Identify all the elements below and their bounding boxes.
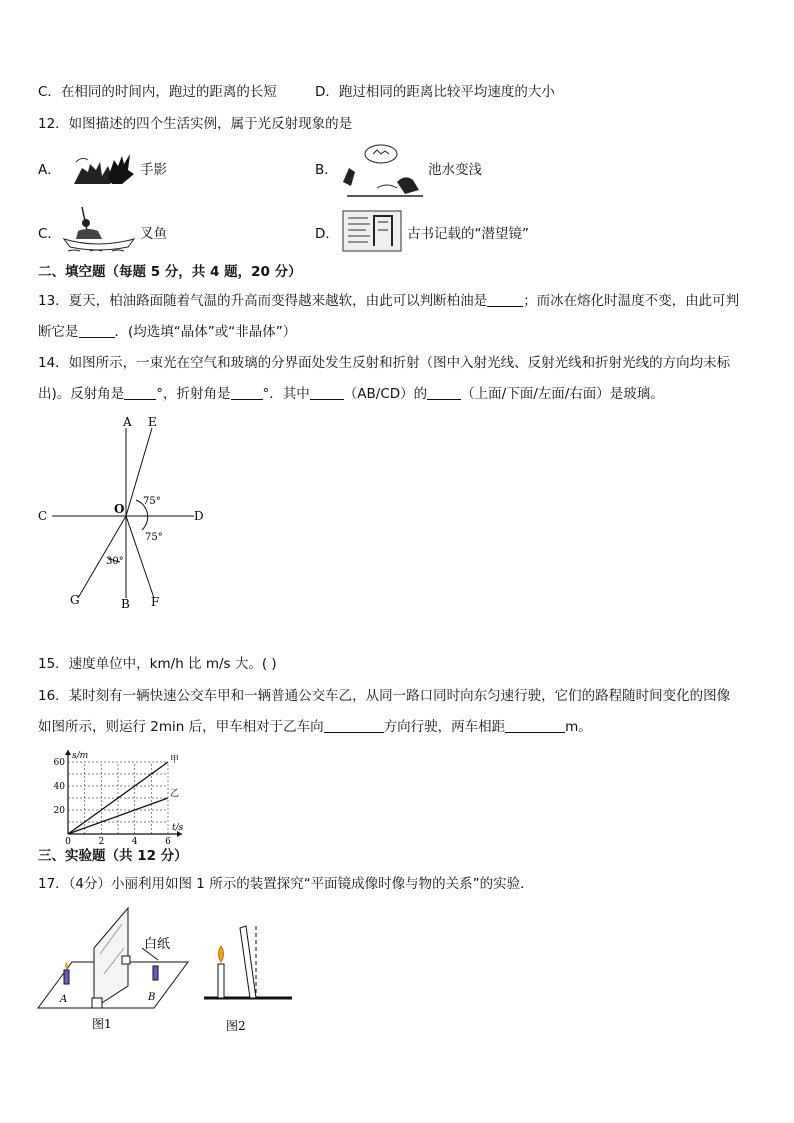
label-angle-30: 30°: [106, 556, 124, 567]
q14-blank-refraction-angle[interactable]: [231, 385, 263, 400]
q13-text-1b: ；而冰在熔化时温度不变，由此可判: [523, 293, 740, 309]
y-axis-label: s/m: [72, 751, 89, 761]
q13-line-1: [38, 291, 739, 311]
q16-text-3: m。: [565, 719, 592, 735]
ray-of: [126, 516, 154, 598]
label-g: G: [70, 593, 80, 607]
figure-2-side-view: [200, 920, 296, 1032]
y-tick-label: 40: [53, 782, 65, 792]
q14-text-5: （上面/下面/左面/右面）是玻璃。: [461, 386, 664, 402]
tilted-glass-plate: [240, 926, 256, 998]
plate-clip-back: [122, 956, 130, 964]
q12-option-c-text: 叉鱼: [140, 226, 167, 242]
section-3-heading: 三、实验题（共 12 分）: [38, 848, 188, 864]
series-label-1: 甲: [170, 755, 180, 765]
q15-text: 15．速度单位中，km/h 比 m/s 大。( ): [38, 656, 277, 672]
label-a: A: [123, 415, 132, 429]
label-angle-75-upper: 75°: [143, 496, 161, 507]
x-tick-label: 6: [165, 837, 171, 846]
q13-blank-1[interactable]: [487, 292, 523, 307]
q16-line-1: 16．某时刻有一辆快速公交车甲和一辆普通公交车乙，从同一路口同时向东匀速行驶，它们的路程随时间变化的图像: [38, 688, 731, 704]
q12-stem: 12．如图描述的四个生活实例，属于光反射现象的是: [38, 116, 353, 132]
distance-time-chart: [44, 746, 194, 846]
candle-a: [64, 970, 69, 984]
q14-blank-reflection-angle[interactable]: [124, 385, 156, 400]
spear-fishing-image: [60, 205, 136, 255]
series-label-2: 乙: [170, 789, 180, 799]
q14-line-2: [38, 384, 664, 404]
figure-2-caption: 图2: [226, 1019, 246, 1032]
q16-blank-distance[interactable]: [505, 718, 565, 733]
q16-line-2: [38, 717, 592, 737]
q16-text-2: 方向行驶，两车相距: [383, 719, 506, 735]
q14-text-1: 出)。反射角是: [38, 386, 125, 402]
q12-option-b-text: 池水变浅: [428, 162, 482, 178]
q12-option-d-text: 古书记载的“潜望镜”: [407, 226, 529, 242]
q12-option-a-letter: A．: [38, 162, 61, 178]
label-point-b: B: [148, 992, 156, 1003]
q14-text-2: °，折射角是: [156, 386, 231, 402]
paper-label: 白纸: [144, 937, 171, 952]
x-tick-label: 4: [131, 837, 138, 846]
q13-line-2: [38, 322, 296, 342]
q14-blank-interface[interactable]: [310, 385, 344, 400]
candle-b: [153, 966, 158, 980]
label-o: O: [114, 502, 125, 516]
q17-stem: 17．（4分）小丽利用如图 1 所示的装置探究“平面镜成像时像与物的关系”的实验．: [38, 876, 534, 892]
y-tick-label: 60: [53, 758, 65, 768]
q16-text-1: 如图所示，则运行 2min 后，甲车相对于乙车向: [38, 719, 324, 735]
light-ray-diagram: [30, 412, 220, 612]
y-tick-label: 20: [53, 806, 65, 816]
hand-shadow-image: [72, 150, 136, 186]
q13-text-1a: 13．夏天，柏油路面随着气温的升高而变得越来越软，由此可以判断柏油是: [38, 293, 488, 309]
x-tick-label: 2: [98, 837, 105, 846]
label-d: D: [194, 509, 204, 523]
y-axis-arrow-icon: [65, 750, 71, 755]
q12-option-c-letter: C．: [38, 226, 61, 242]
label-f: F: [151, 595, 160, 609]
q14-blank-glass-side[interactable]: [427, 385, 461, 400]
q11-option-d: D．跑过相同的距离比较平均速度的大小: [315, 84, 555, 100]
label-e: E: [148, 415, 157, 429]
x-axis-label: t/s: [172, 823, 184, 833]
q13-blank-2[interactable]: [79, 323, 115, 338]
q13-text-2a: 断它是: [38, 324, 79, 340]
q14-line-1: 14．如图所示，一束光在空气和玻璃的分界面处发生反射和折射（图中入射光线、反射光线和折射光线的方向均未标: [38, 355, 731, 371]
q12-option-a-text: 手影: [140, 162, 167, 178]
q14-text-4: （AB/CD）的: [343, 386, 428, 402]
q14-text-3: °．其中: [262, 386, 310, 402]
candle-flame-icon: [219, 946, 224, 962]
periscope-image: [342, 210, 402, 252]
label-angle-75-lower: 75°: [145, 532, 163, 543]
label-b: B: [121, 597, 130, 611]
section-2-heading: 二、填空题（每题 5 分，共 4 题，20 分）: [38, 264, 302, 280]
pool-water-image: [337, 142, 427, 198]
q12-option-d-letter: D．: [315, 226, 339, 242]
label-c: C: [38, 509, 48, 523]
figure-1-caption: 图1: [92, 1017, 112, 1031]
candle: [218, 964, 224, 998]
label-point-a: A: [60, 994, 68, 1005]
plate-clip-front: [92, 998, 102, 1008]
x-tick-label: 0: [65, 837, 71, 846]
q16-blank-direction[interactable]: [324, 718, 384, 733]
q13-text-2b: ．(均选填“晶体”或“非晶体”）: [114, 324, 297, 340]
figure-1-plane-mirror-setup: [36, 904, 192, 1032]
q12-option-b-letter: B．: [315, 162, 338, 178]
q11-option-c: C．在相同的时间内，跑过的距离的长短: [38, 84, 277, 100]
